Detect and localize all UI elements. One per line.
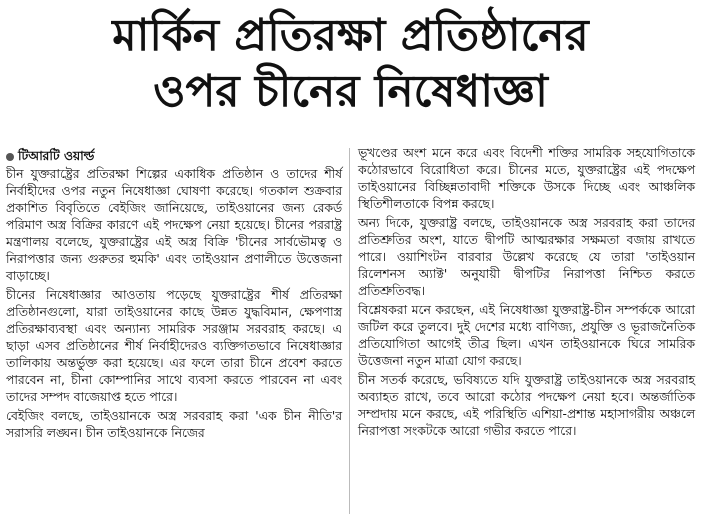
byline bbox=[6, 148, 342, 165]
byline-text: টিআরটি ওয়ার্ল্ড bbox=[18, 149, 95, 163]
paragraph: চীন যুক্তরাষ্ট্রের প্রতিরক্ষা শিল্পের একাধিক প্রতিষ্ঠান ও তাদের শীর্ষ নির্বাহীদের ওপর নতুন নিষেধাজ্ঞা ঘোষণা করেছে। গতকাল শুক্রবার প্রকাশিত বিবৃতিতে বেইজিং জানিয়েছে, তাইওয়ানের জন্য রেকর্ড পরিমাণ অস্ত্র বিক্রির কারণে এই পদক্ষেপ নেয়া হয়েছে। চীনের পররাষ্ট্র মন্ত্রণালয় বলেছে, যুক্তরাষ্ট্রের এই অস্ত্র বিক্রি 'চীনের সার্বভৌমত্ব ও নিরাপত্তার জন্য গুরুতর হুমকি' এবং তাইওয়ান প্রণালীতে উত্তেজনা বাড়াচ্ছে। bbox=[6, 167, 342, 283]
paragraph: বিশ্লেষকরা মনে করছেন, এই নিষেধাজ্ঞা যুক্তরাষ্ট্র-চীন সম্পর্ককে আরো জটিল করে তুলবে। দুই দেশের মধ্যে বাণিজ্য, প্রযুক্তি ও ভূরাজনৈতিক প্রতিযোগিতা আগেই তীব্র ছিল। এখন তাইওয়ানকে ঘিরে সামরিক উত্তেজনা নতুন মাত্রা যোগ করছে। bbox=[358, 303, 695, 368]
column-divider bbox=[349, 148, 350, 514]
paragraph: বেইজিং বলছে, তাইওয়ানকে অস্ত্র সরবরাহ করা 'এক চীন নীতি'র সরাসরি লঙ্ঘন। চীন তাইওয়ানকে নিজের bbox=[6, 409, 342, 440]
headline bbox=[6, 8, 695, 120]
headline-line-2: ওপর চীনের নিষেধাজ্ঞা bbox=[153, 66, 548, 117]
bullet-icon bbox=[6, 153, 14, 161]
right-column bbox=[358, 145, 695, 442]
paragraph: অন্য দিকে, যুক্তরাষ্ট্র বলছে, তাইওয়ানকে অস্ত্র সরবরাহ করা তাদের প্রতিশ্রুতির অংশ, যাতে দ্বীপটি আত্মরক্ষার সক্ষমতা বজায় রাখতে পারে। ওয়াশিংটন বারবার উল্লেখ করেছে যে তারা 'তাইওয়ান রিলেশনস অ্যাক্ট' অনুযায়ী দ্বীপটির নিরাপত্তা নিশ্চিত করতে প্রতিশ্রুতিবদ্ধ। bbox=[358, 216, 695, 298]
headline-line-1: মার্কিন প্রতিরক্ষা প্রতিষ্ঠানের bbox=[112, 10, 589, 61]
paragraph: চীন সতর্ক করেছে, ভবিষ্যতে যদি যুক্তরাষ্ট্র তাইওয়ানকে অস্ত্র সরবরাহ অব্যাহত রাখে, তবে আরো কঠোর পদক্ষেপ নেয়া হবে। অন্তর্জাতিক সম্প্রদায় মনে করছে, এই পরিস্থিতি এশিয়া-প্রশান্ত মহাসাগরীয় অঞ্চলে নিরাপত্তা সংকটকে আরো গভীর করতে পারে। bbox=[358, 373, 695, 438]
paragraph: চীনের নিষেধাজ্ঞার আওতায় পড়েছে যুক্তরাষ্ট্রের শীর্ষ প্রতিরক্ষা প্রতিষ্ঠানগুলো, যারা তাইওয়ানের কাছে উন্নত যুদ্ধবিমান, ক্ষেপণাস্ত্র প্রতিরক্ষাব্যবস্থা এবং অন্যান্য সামরিক সরঞ্জাম সরবরাহ করছে। এ ছাড়া এসব প্রতিষ্ঠানের শীর্ষ নির্বাহীদেরও ব্যক্তিগতভাবে নিষেধাজ্ঞার তালিকায় অন্তর্ভুক্ত করা হয়েছে। এর ফলে তারা চীনে প্রবেশ করতে পারবেন না, চীনা কোম্পানির সাথে ব্যবসা করতে পারবেন না এবং তাদের সম্পদ বাজেয়াপ্ত হতে পারে। bbox=[6, 288, 342, 404]
left-column bbox=[6, 148, 342, 444]
paragraph: ভূখণ্ডের অংশ মনে করে এবং বিদেশী শক্তির সামরিক সহযোগিতাকে কঠোরভাবে বিরোধিতা করে। চীনের মতে, যুক্তরাষ্ট্রের এই পদক্ষেপ তাইওয়ানের বিচ্ছিন্নতাবাদী শক্তিকে উসকে দিচ্ছে এবং আঞ্চলিক স্থিতিশীলতাকে বিপন্ন করছে। bbox=[358, 146, 695, 211]
